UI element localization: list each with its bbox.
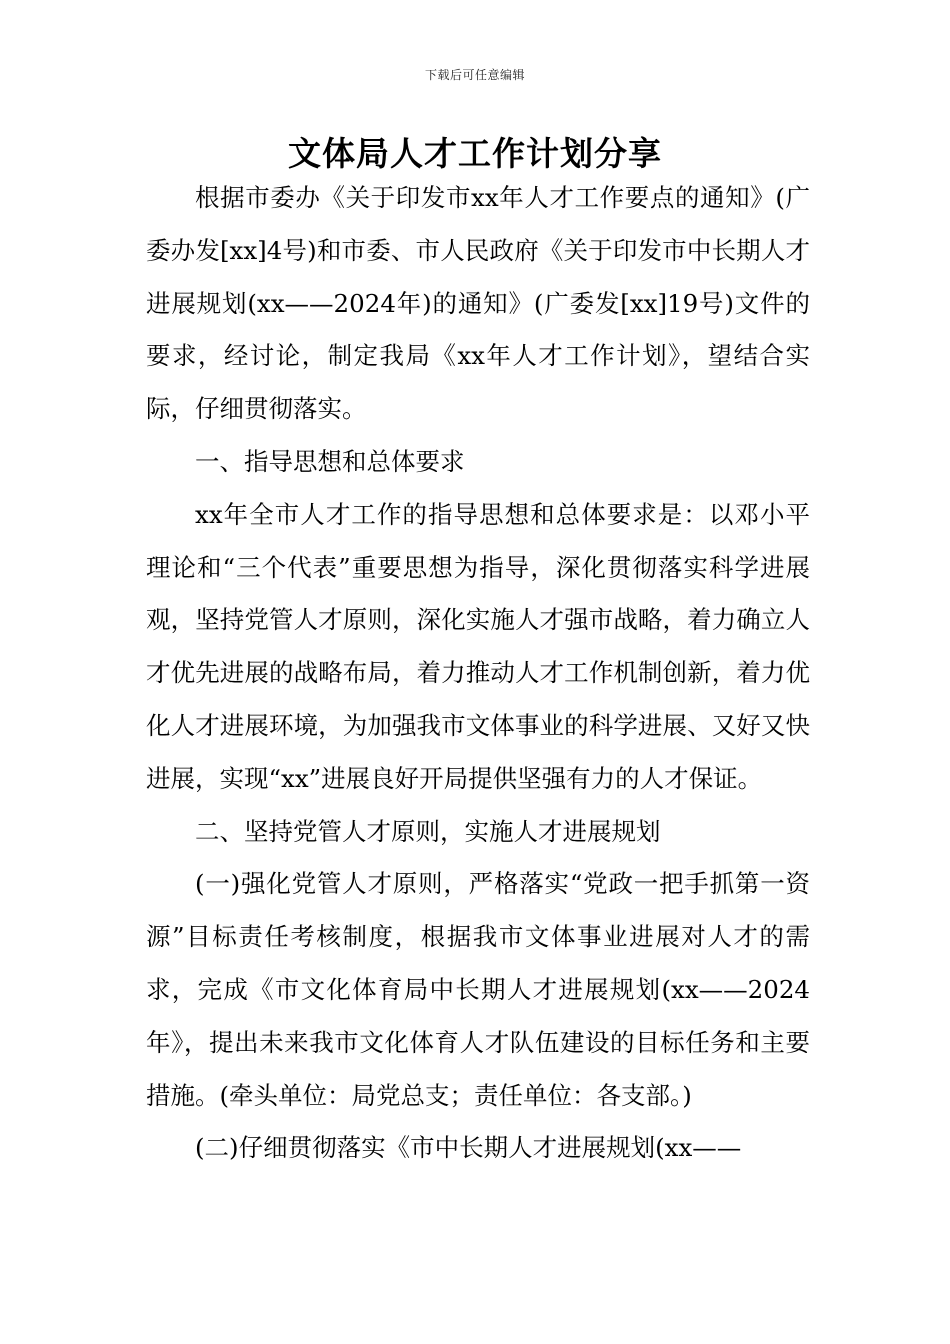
- paragraph-guiding-thought: xx年全市人才工作的指导思想和总体要求是：以邓小平理论和“三个代表”重要思想为指导，深化贯彻落实科学进展观，坚持党管人才原则，深化实施人才强市战略，着力确立人才优先进展的战略布局，着力推动人才工作机制创新，着力优化人才进展环境，为加强我市文体事业的科学进展、又好又快进展，实现“xx”进展良好开局提供坚强有力的人才保证。: [146, 499, 810, 793]
- paragraph-intro: 根据市委办《关于印发市xx年人才工作要点的通知》(广委办发[xx]4号)和市委、市人民政府《关于印发市中长期人才进展规划(xx——2024年)的通知》(广委发[xx]19号)文件的要求，经讨论，制定我局《xx年人才工作计划》，望结合实际，仔细贯彻落实。: [146, 183, 810, 424]
- document-body: [146, 172, 810, 1175]
- download-note: 下载后可任意编辑: [424, 68, 525, 82]
- section-heading-1: 一、指导思想和总体要求: [195, 446, 465, 476]
- paragraph-item-2: (二)仔细贯彻落实《市中长期人才进展规划(xx——: [195, 1133, 742, 1163]
- document-title: 文体局人才工作计划分享: [288, 134, 662, 173]
- paragraph-item-1: (一)强化党管人才原则，严格落实“党政一把手抓第一资源”目标责任考核制度，根据我市文体事业进展对人才的需求，完成《市文化体育局中长期人才进展规划(xx——2024年》，提出未来我市文化体育人才队伍建设的目标任务和主要措施。(牵头单位：局党总支；责任单位：各支部。): [146, 869, 810, 1110]
- section-heading-2: 二、坚持党管人才原则，实施人才进展规划: [195, 816, 661, 846]
